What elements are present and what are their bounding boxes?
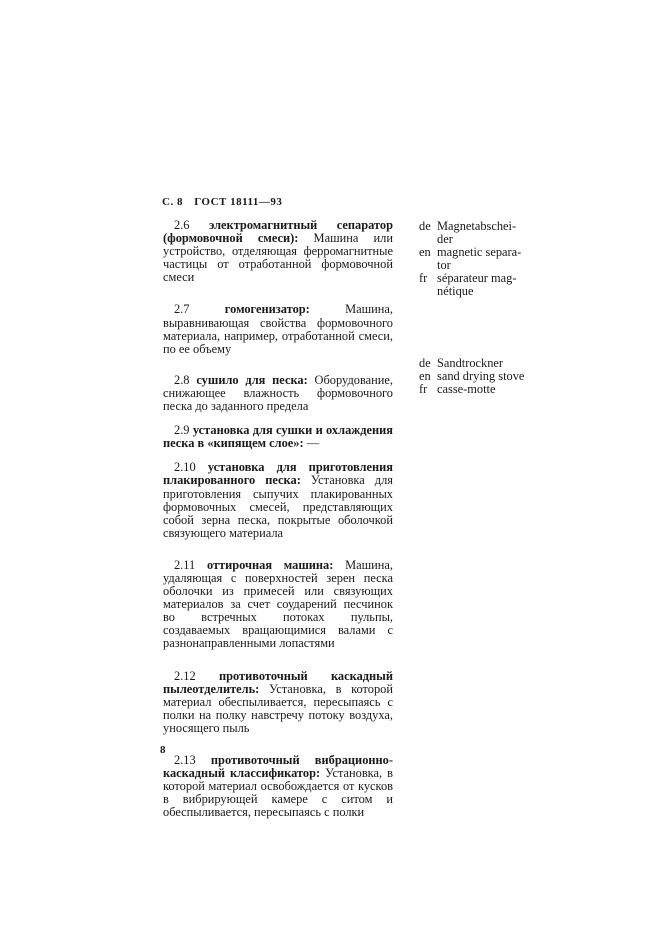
- equivalent-en-cont: tor: [437, 258, 451, 272]
- equivalent-fr: fr séparateur mag-: [419, 271, 517, 285]
- term-2-8: 2.8 сушило для песка: Оборудование, снижающее влажность формовочного песка до заданного предела: [163, 372, 393, 414]
- equivalent-en: en magnetic separa-: [419, 245, 522, 259]
- term-2-6: 2.6 электромагнитный сепаратор (формовочной смеси): Машина или устройство, отделяющая ферромагнитные частицы от отработанной формовочной смеси: [163, 218, 393, 285]
- page-header: [162, 196, 290, 208]
- term-2-11: 2.11 оттирочная машина: Машина, удаляющая с поверхностей зерен песка оболочки из примесей или связующих материалов за счет соударений песчинок во встречных потоках пульпы, создаваемых вращающимися валами с разнонаправленными лопастями: [163, 557, 394, 651]
- standard-code: ГОСТ 18111—93: [194, 196, 283, 208]
- equivalent-fr: fr casse-motte: [419, 382, 496, 396]
- page-number: 8: [160, 744, 166, 756]
- equivalent-de: de Magnetabschei-: [419, 219, 517, 233]
- term-2-10: 2.10 установка для приготовления плакированного песка: Установка для приготовления сыпучих плакированных формовочных смесей, представляющих собой зерна песка, покрытые оболочкой связующего материала: [163, 460, 393, 540]
- equivalents-2-8: [419, 357, 524, 396]
- equivalent-en: en sand drying stove: [419, 369, 525, 383]
- equivalents-2-6: [419, 220, 521, 298]
- equivalent-de-cont: der: [437, 232, 453, 246]
- term-2-13: 2.13 противоточный вибрационно-каскадный классификатор: Установка, в которой материал освобождается от кусков в вибрирующей камере с ситом и обеспыливается, пересыпаясь с полки: [163, 753, 393, 820]
- equivalent-de: de Sandtrockner: [419, 356, 504, 370]
- equivalent-fr-cont: nétique: [437, 284, 474, 298]
- page-label: С. 8: [162, 196, 183, 208]
- term-2-9: 2.9 установка для сушки и охлаждения песка в «кипящем слое»: —: [163, 423, 393, 451]
- term-2-7: 2.7 гомогенизатор: Машина, выравнивающая свойства формовочного материала, например, отработанной смеси, по ее объему: [163, 302, 393, 356]
- terms-column: [163, 219, 393, 838]
- term-2-12: 2.12 противоточный каскадный пылеотделитель: Установка, в которой материал обеспыливается, пересыпаясь с полки на полку навстречу потоку воздуха, уносящего пыль: [163, 668, 393, 735]
